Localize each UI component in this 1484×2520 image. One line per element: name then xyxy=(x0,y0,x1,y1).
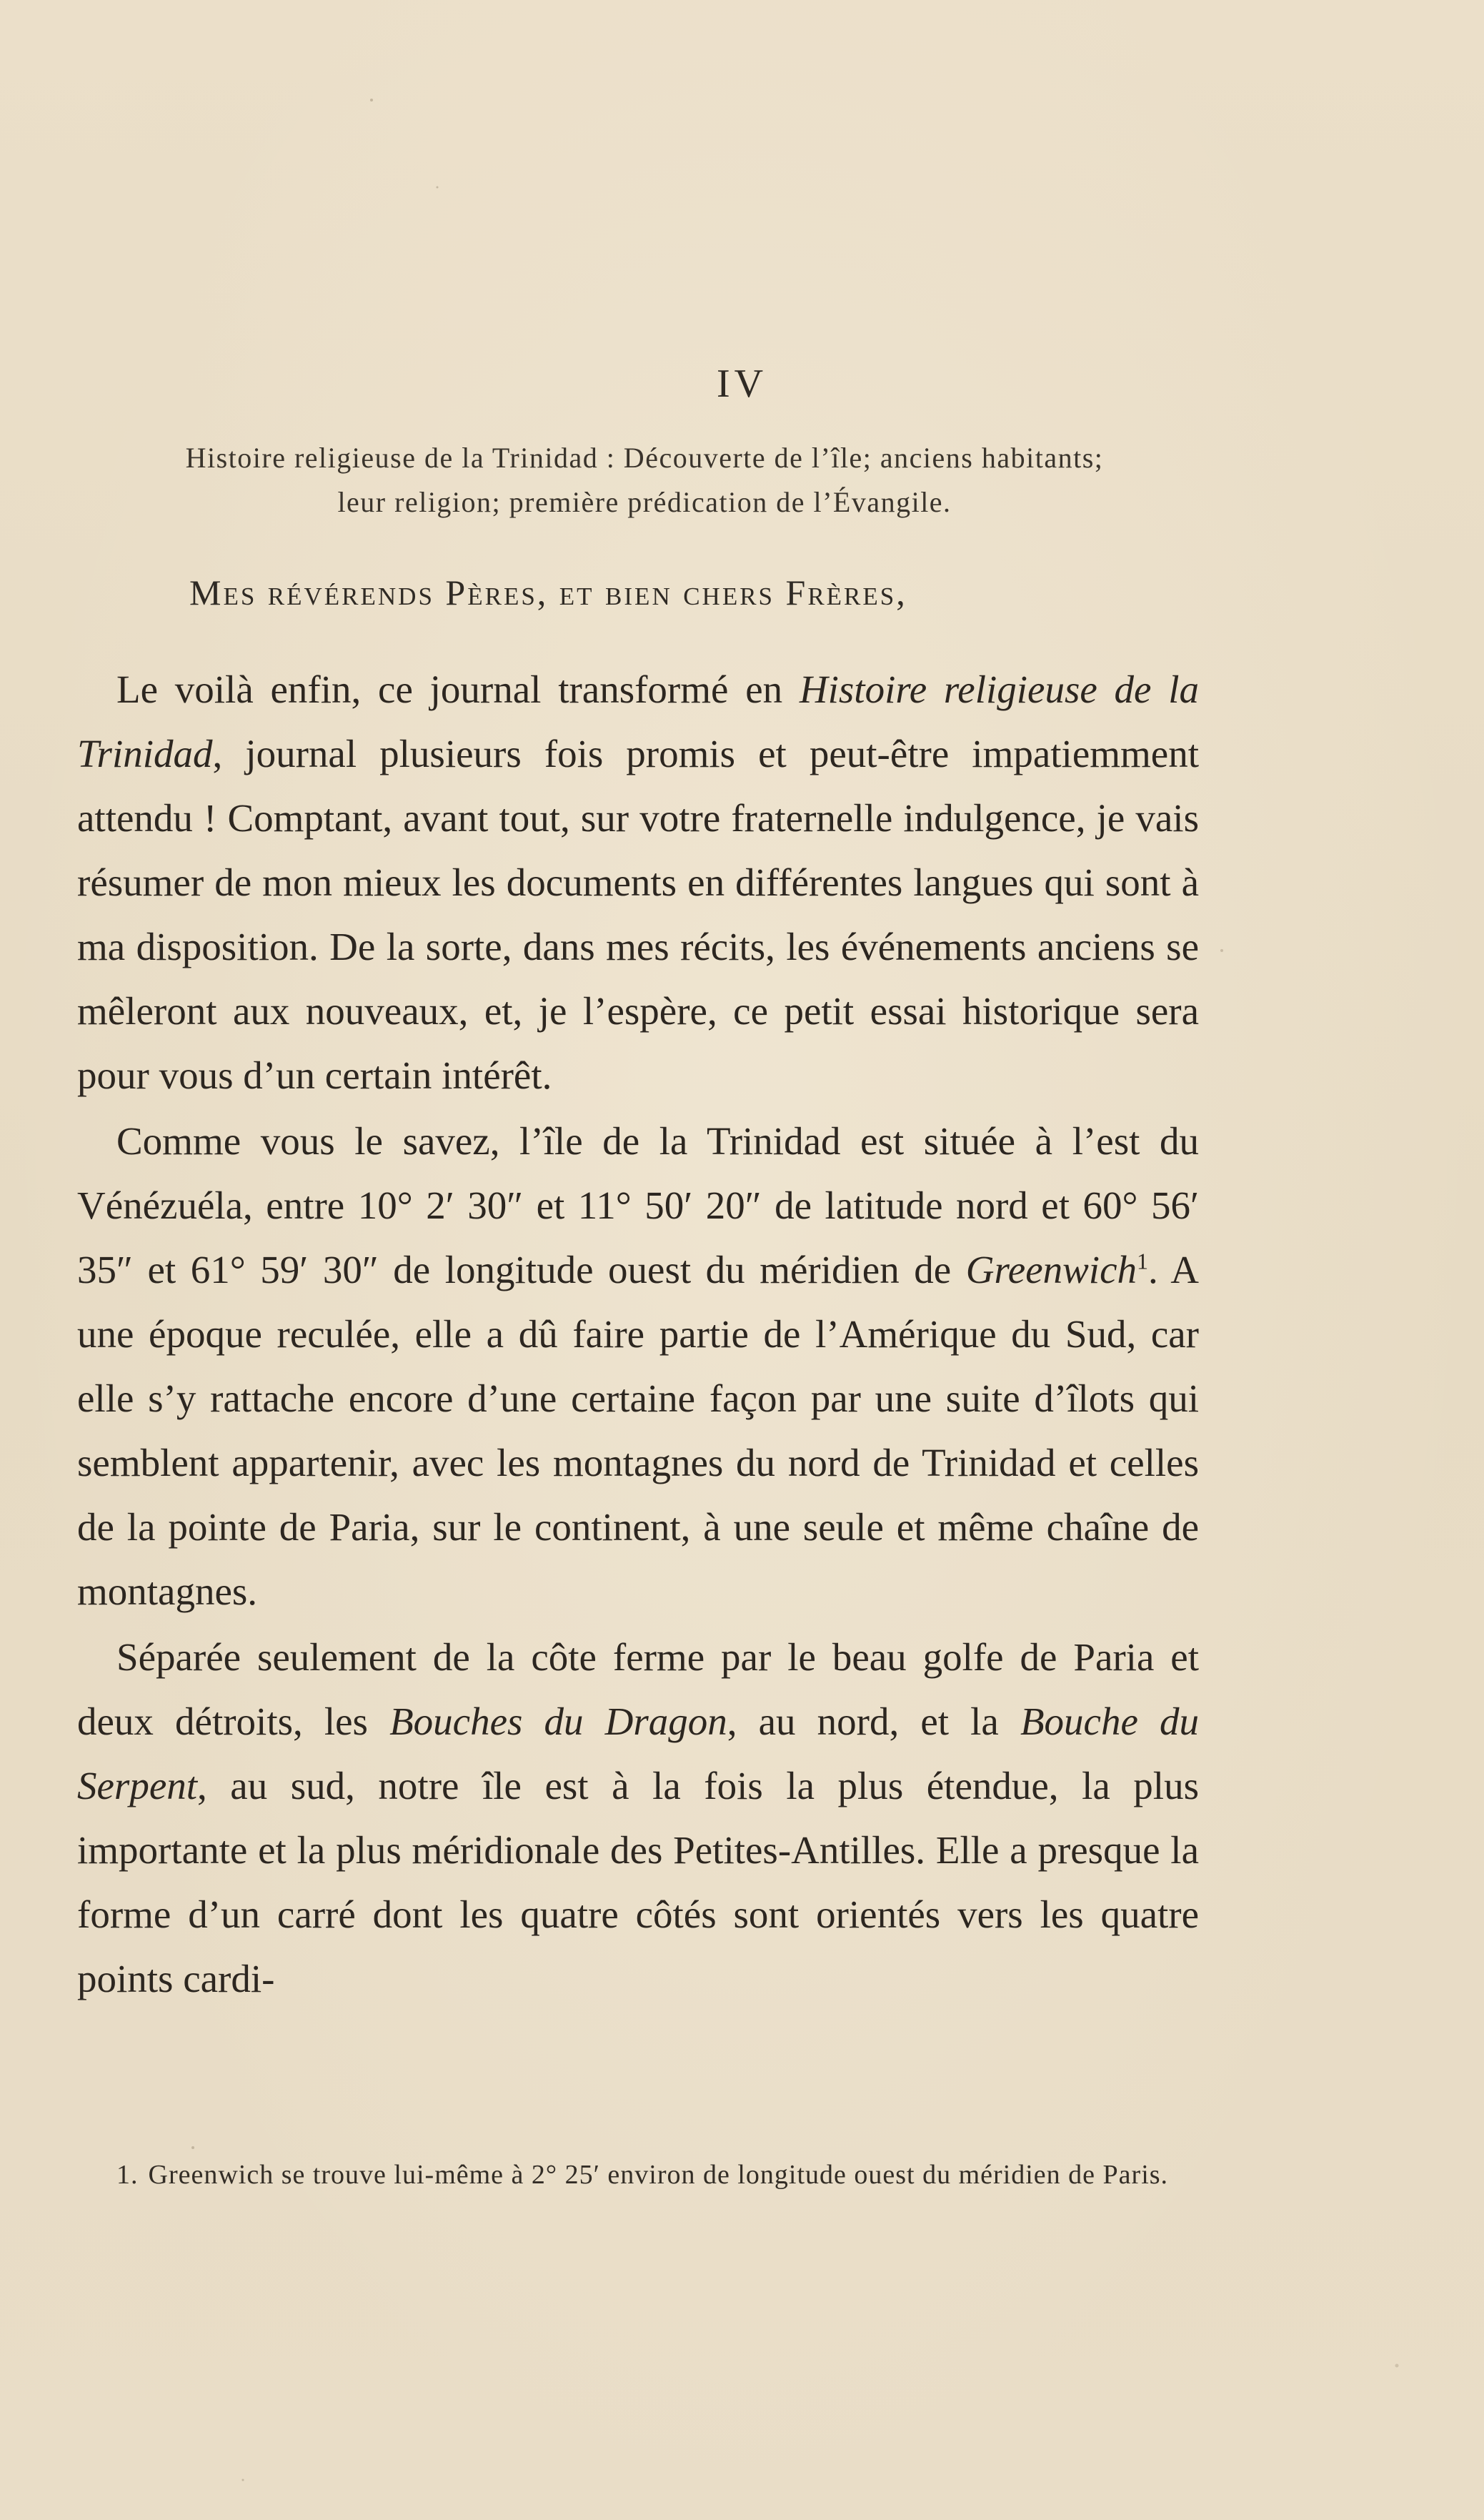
paragraph-text: Comme vous le savez, l’île de la Trinidad est située à l’est du Vénézuéla, entre 10° 2′ 30″ et 11° 50′ 20″ de latitude nord et 60° 56′ 35″ et 61° 59′ 30″ de longitude ouest du méridien de xyxy=(77,1119,1199,1291)
chapter-summary xyxy=(80,436,1209,525)
paper-speck xyxy=(1220,949,1223,952)
footnote-text: Greenwich se trouve lui-même à 2° 25′ environ de longitude ouest du méridien de Paris. xyxy=(148,2160,1169,2190)
paper-speck xyxy=(191,2146,194,2149)
paper-speck xyxy=(242,2479,244,2481)
paragraph-text: , journal plusieurs fois promis et peut-être impatiemment attendu ! Comptant, avant tout, sur votre fraternelle indulgence, je vais résumer de mon mieux les documents en différentes langues qui sont à ma disposition. De la sorte, dans mes récits, les événements anciens se mêleront aux nouveaux, et, je l’espère, ce petit essai historique sera pour vous d’un certain intérêt. xyxy=(77,732,1199,1097)
paper-speck xyxy=(437,187,439,189)
italic-place-name: Bouches du Dragon xyxy=(389,1700,727,1743)
paragraph xyxy=(77,658,1199,1108)
summary-line: leur religion; première prédication de l’Évangile. xyxy=(337,486,952,518)
salutation: Mes révérends Pères, et bien chers Frères, xyxy=(189,572,907,612)
paragraph-text: . A une époque reculée, elle a dû faire partie de l’Amérique du Sud, car elle s’y rattache encore d’une certaine façon par une suite d’îlots qui semblent appartenir, avec les montagnes du nord de Trinidad et celles de la pointe de Paria, sur le continent, à une seule et même chaîne de montagnes. xyxy=(77,1248,1199,1613)
paper-speck xyxy=(370,99,373,101)
footnote-reference: 1 xyxy=(1137,1248,1149,1274)
paragraph xyxy=(77,1625,1199,2011)
paragraph-text: Séparée seulement de la côte ferme par le beau golfe de Paria et deux détroits, les xyxy=(77,1635,1199,1743)
italic-place-name: Greenwich xyxy=(965,1248,1137,1291)
footnote-number: 1. xyxy=(116,2160,139,2190)
chapter-number: IV xyxy=(716,362,768,406)
italic-title: Histoire religieuse de la Trinidad xyxy=(77,668,1199,775)
body-text xyxy=(77,658,1199,2011)
paper-speck xyxy=(1395,2364,1399,2368)
summary-line: Histoire religieuse de la Trinidad : Découverte de l’île; anciens habitants; xyxy=(185,442,1104,474)
paragraph-text: , au sud, notre île est à la fois la plus étendue, la plus importante et la plus méridionale des Petites-Antilles. Elle a presque la forme d’un carré dont les quatre côtés sont orientés vers les quatre points cardi- xyxy=(77,1764,1199,2000)
paragraph xyxy=(77,1109,1199,1624)
paragraph-text: Le voilà enfin, ce journal transformé en xyxy=(116,668,800,711)
paragraph-text: , au nord, et la xyxy=(727,1700,1020,1743)
footnote xyxy=(77,2155,1206,2195)
italic-place-name: Bouche du Serpent xyxy=(77,1700,1199,1807)
